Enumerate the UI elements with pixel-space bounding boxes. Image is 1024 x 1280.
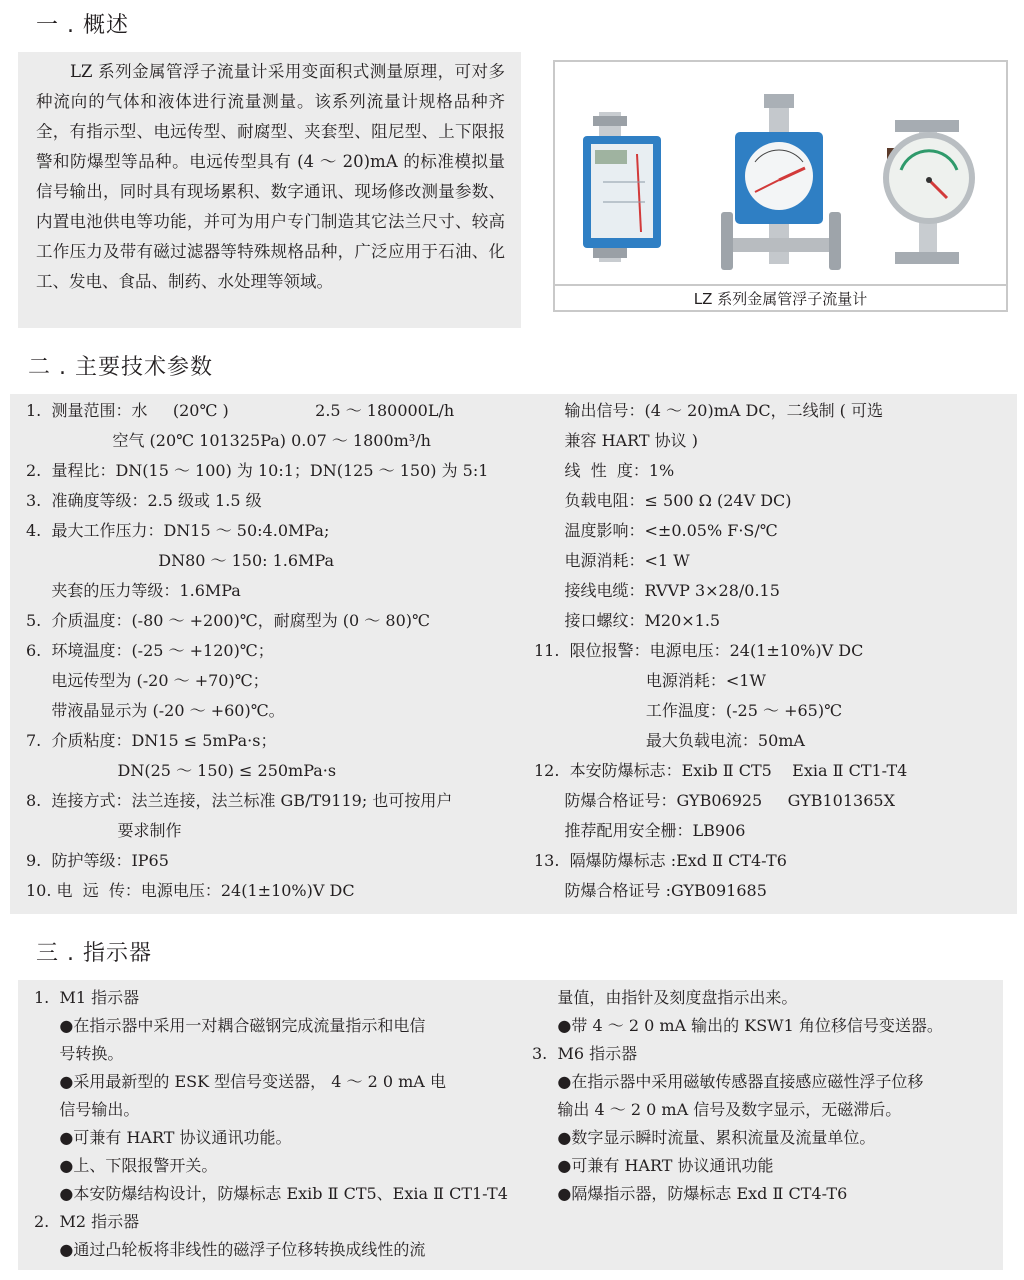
indicator-line: ●在指示器中采用一对耦合磁钢完成流量指示和电信 xyxy=(34,1016,426,1035)
param-line: 兼容 HART 协议 ) xyxy=(534,431,698,450)
indicators-panel xyxy=(18,980,1003,1270)
param-line: 夹套的压力等级：1.6MPa xyxy=(26,581,241,600)
flowmeter-1-image xyxy=(583,112,661,262)
indicator-line: ●隔爆指示器，防爆标志 Exd Ⅱ CT4-T6 xyxy=(532,1184,848,1203)
indicator-line: ●上、下限报警开关。 xyxy=(34,1156,218,1175)
indicator-line: ●可兼有 HART 协议通讯功能。 xyxy=(34,1128,292,1147)
param-line: 输出信号：(4 ～ 20)mA DC，二线制 ( 可选 xyxy=(534,401,884,420)
section-title-indicators: 三 . 指示器 xyxy=(36,941,152,966)
indicator-line: ●通过凸轮板将非线性的磁浮子位移转换成线性的流 xyxy=(34,1240,426,1259)
param-line: 电源消耗：<1 W xyxy=(534,551,690,570)
param-line: 10. 电 远 传：电源电压：24(1±10%)V DC xyxy=(26,881,355,900)
params-panel xyxy=(10,394,1017,914)
indicator-line: 信号输出。 xyxy=(34,1100,140,1119)
param-line: 电源消耗：<1W xyxy=(534,671,766,690)
flowmeter-2-image xyxy=(721,94,841,270)
indicator-line: ●采用最新型的 ESK 型信号变送器， 4 ～ 2 0 mA 电 xyxy=(34,1072,446,1091)
indicator-line: 输出 4 ～ 2 0 mA 信号及数字显示，无磁滞后。 xyxy=(532,1100,902,1119)
section-title-overview: 一 . 概述 xyxy=(36,13,129,38)
param-line: 8. 连接方式：法兰连接，法兰标准 GB/T9119; 也可按用户 xyxy=(26,791,453,810)
param-line: 要求制作 xyxy=(26,821,182,840)
param-line: 9. 防护等级：IP65 xyxy=(26,851,169,870)
indicator-line: 量值，由指针及刻度盘指示出来。 xyxy=(532,988,798,1007)
param-line: 线 性 度：1% xyxy=(534,461,675,480)
param-line: 2. 量程比：DN(15 ～ 100) 为 10:1；DN(125 ～ 150) 为 5:1 xyxy=(26,461,489,480)
indicator-line: ●在指示器中采用磁敏传感器直接感应磁性浮子位移 xyxy=(532,1072,924,1091)
param-line: 工作温度：(-25 ～ +65)℃ xyxy=(534,701,842,720)
product-photo-figure xyxy=(553,60,1008,312)
param-line: 防爆合格证号 :GYB091685 xyxy=(534,881,767,900)
indicator-line: 号转换。 xyxy=(34,1044,124,1063)
param-line: 负载电阻：≤ 500 Ω (24V DC) xyxy=(534,491,792,510)
param-line: 11. 限位报警：电源电压：24(1±10%)V DC xyxy=(534,641,864,660)
indicator-line: ●带 4 ～ 2 0 mA 输出的 KSW1 角位移信号变送器。 xyxy=(532,1016,943,1035)
param-line: 7. 介质粘度：DN15 ≤ 5mPa·s； xyxy=(26,731,277,750)
indicator-line: ●可兼有 HART 协议通讯功能 xyxy=(532,1156,774,1175)
param-line: 13. 隔爆防爆标志 :Exd Ⅱ CT4-T6 xyxy=(534,851,787,870)
param-line: 12. 本安防爆标志：Exib Ⅱ CT5 Exia Ⅱ CT1-T4 xyxy=(534,761,908,780)
indicator-line: ●本安防爆结构设计，防爆标志 Exib Ⅱ CT5、Exia Ⅱ CT1-T4 xyxy=(34,1184,508,1203)
param-line: 3. 准确度等级：2.5 级或 1.5 级 xyxy=(26,491,262,510)
param-line: 带液晶显示为 (-20 ～ +60)℃。 xyxy=(26,701,285,720)
param-line: 接口螺纹：M20×1.5 xyxy=(534,611,721,630)
indicator-line: 3. M6 指示器 xyxy=(532,1044,638,1063)
param-line: 6. 环境温度：(-25 ～ +120)℃； xyxy=(26,641,274,660)
param-line: 电远传型为 (-20 ～ +70)℃； xyxy=(26,671,269,690)
param-line: 推荐配用安全栅：LB906 xyxy=(534,821,746,840)
photo-caption: LZ 系列金属管浮子流量计 xyxy=(555,284,1006,312)
param-line: 5. 介质温度：(-80 ～ +200)℃，耐腐型为 (0 ～ 80)℃ xyxy=(26,611,430,630)
param-line: 温度影响：<±0.05% F·S/℃ xyxy=(534,521,778,540)
param-line: DN80 ～ 150: 1.6MPa xyxy=(26,551,335,570)
flowmeter-photos-image xyxy=(555,62,1006,284)
param-line: 最大负载电流：50mA xyxy=(534,731,805,750)
flowmeter-3-image xyxy=(883,120,975,264)
param-line: 防爆合格证号：GYB06925 GYB101365X xyxy=(534,791,895,810)
indicator-line: 1. M1 指示器 xyxy=(34,988,140,1007)
overview-paragraph: LZ 系列金属管浮子流量计采用变面积式测量原理，可对多种流向的气体和液体进行流量测量。该系列流量计规格品种齐全，有指示型、电远传型、耐腐型、夹套型、阻尼型、上下限报警和防爆型等品种。电远传型具有 (4 ～ 20)mA 的标准模拟量信号输出，同时具有现场累积、数字通讯、现场修改测量参数、内置电池供电等功能，并可为用户专门制造其它法兰尺寸、较高工作压力及带有磁过滤器等特殊规格品种，广泛应用于石油、化工、发电、食品、制药、水处理等领域。 xyxy=(18,52,521,328)
section-title-params: 二 . 主要技术参数 xyxy=(28,355,213,380)
indicator-line: 2. M2 指示器 xyxy=(34,1212,140,1231)
param-line: 4. 最大工作压力：DN15 ～ 50:4.0MPa; xyxy=(26,521,330,540)
indicator-line: ●数字显示瞬时流量、累积流量及流量单位。 xyxy=(532,1128,876,1147)
param-line: 1. 测量范围：水 (20℃ ) 2.5 ～ 180000L/h xyxy=(26,401,455,420)
param-line: 接线电缆：RVVP 3×28/0.15 xyxy=(534,581,780,600)
param-line: 空气 (20℃ 101325Pa) 0.07 ～ 1800m³/h xyxy=(26,431,431,450)
param-line: DN(25 ～ 150) ≤ 250mPa·s xyxy=(26,761,337,780)
